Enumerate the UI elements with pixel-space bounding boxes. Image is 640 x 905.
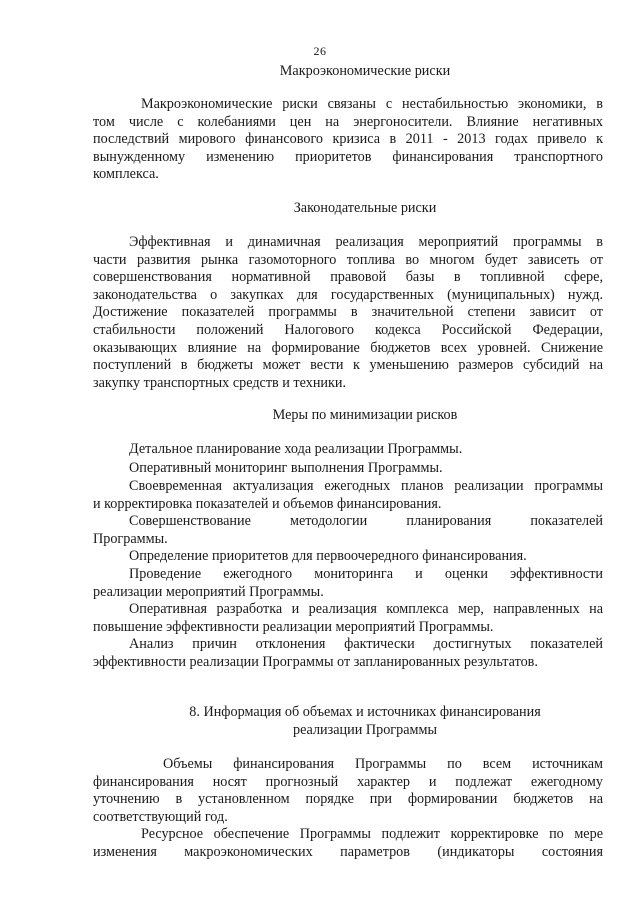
paragraph-resource-provision bbox=[93, 826, 603, 861]
text-line: Совершенствование методологии планирования показателей bbox=[129, 513, 603, 529]
heading-financing-line2: реализации Программы bbox=[292, 722, 438, 738]
text-line: и корректировка показателей и объемов финансирования. bbox=[93, 495, 442, 512]
text-line: совершенствования нормативной правовой базы в топливной сфере, bbox=[93, 269, 603, 286]
heading-macro-risks: Макроэкономические риски bbox=[279, 63, 451, 79]
text-line: изменения макроэкономических параметров (индикаторы состояния bbox=[93, 843, 603, 860]
heading-legal-risks: Законодательные риски bbox=[293, 200, 437, 216]
text-line: Определение приоритетов для первоочередного финансирования. bbox=[129, 548, 527, 564]
text-line: Макроэкономические риски связаны с нестабильностью экономики, в bbox=[141, 96, 603, 112]
text-line: Ресурсное обеспечение Программы подлежит корректировке по мере bbox=[141, 826, 603, 842]
list-item bbox=[93, 460, 603, 478]
text-line: оказывающих влияние на формирование бюджетов всех уровней. Снижение bbox=[93, 339, 603, 356]
text-line: закупку транспортных средств и техники. bbox=[93, 374, 347, 391]
page-number: 26 bbox=[313, 44, 327, 58]
list-item bbox=[93, 566, 603, 601]
text-line: Анализ причин отклонения фактически достигнутых показателей bbox=[129, 636, 603, 652]
text-line: Оперативная разработка и реализация комплекса мер, направленных на bbox=[129, 601, 603, 617]
text-line: соответствующий год. bbox=[93, 808, 228, 825]
text-line: Оперативный мониторинг выполнения Программы. bbox=[129, 460, 443, 476]
text-line: эффективности реализации Программы от запланированных результатов. bbox=[93, 653, 538, 670]
text-line: реализации мероприятий Программы. bbox=[93, 583, 324, 600]
text-line: Объемы финансирования Программы по всем источникам bbox=[163, 756, 603, 772]
list-item bbox=[93, 478, 603, 513]
text-line: Проведение ежегодного мониторинга и оценки эффективности bbox=[129, 566, 603, 582]
text-line: комплекса. bbox=[93, 166, 159, 183]
list-item bbox=[93, 636, 603, 671]
text-line: поступлений в бюджеты может вести к уменьшению размеров субсидий на bbox=[93, 357, 603, 374]
text-line: вынужденному изменению приоритетов финансирования транспортного bbox=[93, 148, 603, 165]
list-item bbox=[93, 601, 603, 636]
paragraph-financing-volumes bbox=[93, 756, 603, 826]
text-line: Достижение показателей программы в значительной степени зависит от bbox=[93, 304, 603, 321]
text-line: Детальное планирование хода реализации Программы. bbox=[129, 441, 463, 457]
paragraph-macro-risks bbox=[93, 96, 603, 184]
list-item bbox=[93, 441, 603, 459]
paragraph-legal-risks bbox=[93, 234, 603, 392]
list-item bbox=[93, 548, 603, 566]
text-line: законодательства о закупках для государственных (муниципальных) нужд. bbox=[93, 286, 603, 303]
text-line: повышение эффективности реализации мероприятий Программы. bbox=[93, 618, 494, 635]
text-line: стабильности положений Налогового кодекса Российской Федерации, bbox=[93, 321, 603, 338]
text-line: уточнению в установленном порядке при формировании бюджетов на bbox=[93, 791, 603, 808]
heading-risk-measures: Меры по минимизации рисков bbox=[272, 407, 458, 423]
text-line: Программы. bbox=[93, 530, 168, 547]
text-line: Эффективная и динамичная реализация мероприятий программы в bbox=[129, 234, 603, 250]
text-line: части развития рынка газомоторного топлива во многом будет зависеть от bbox=[93, 251, 603, 268]
text-line: Своевременная актуализация ежегодных планов реализации программы bbox=[129, 478, 603, 494]
text-line: финансирования носят прогнозный характер и подлежат ежегодному bbox=[93, 773, 603, 790]
text-line: том числе с колебаниями цен на энергоносители. Влияние негативных bbox=[93, 113, 603, 130]
text-line: последствий мирового финансового кризиса в 2011 - 2013 годах привело к bbox=[93, 131, 603, 148]
heading-financing-line1: 8. Информация об объемах и источниках финансирования bbox=[189, 704, 541, 720]
list-item bbox=[93, 513, 603, 548]
